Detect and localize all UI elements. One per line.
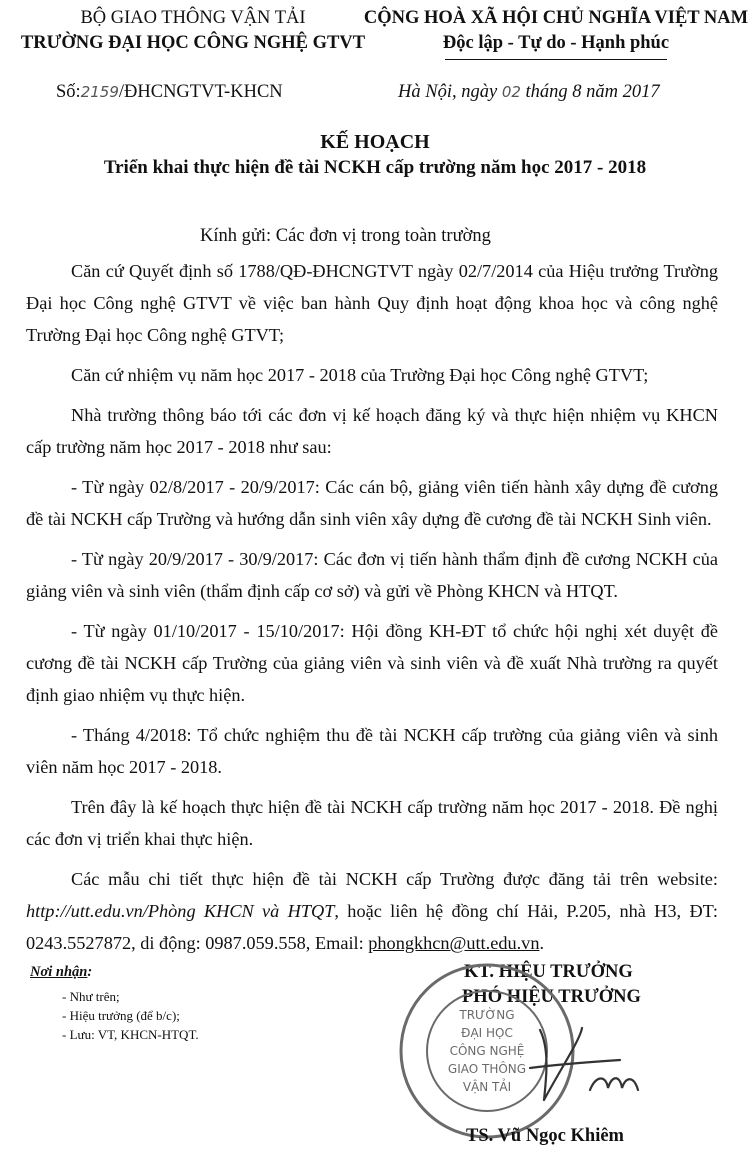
recipients-colon: : xyxy=(87,964,93,980)
paragraph-announcement: Nhà trường thông báo tới các đơn vị kế hoạch đăng ký và thực hiện nhiệm vụ KHCN cấp trường năm học 2017 - 2018 như sau: xyxy=(26,405,718,457)
recipient-item: - Hiệu trưởng (để b/c); xyxy=(62,1008,180,1023)
contact-end: . xyxy=(539,933,545,953)
school-name: TRƯỜNG ĐẠI HỌC CÔNG NGHỆ GTVT xyxy=(20,33,366,53)
doc-number-suffix: /ĐHCNGTVT-KHCN xyxy=(118,82,283,102)
paragraph-conclusion: Trên đây là kế hoạch thực hiện đề tài NCKH cấp trường năm học 2017 - 2018. Đề nghị các đơn vị triển khai thực hiện. xyxy=(26,797,718,849)
date-day-handwritten: 02 xyxy=(501,83,521,101)
document-date xyxy=(398,82,660,103)
paragraph-legal-basis: Căn cứ Quyết định số 1788/QĐ-ĐHCNGTVT ngày 02/7/2014 của Hiệu trưởng Trường Đại học Công nghệ GTVT về việc ban hành Quy định hoạt động khoa học và công nghệ Trường Đại học Công nghệ GTVT; xyxy=(26,261,718,345)
motto-underline xyxy=(445,59,667,60)
stamp-line-4: GIAO THÔNG xyxy=(447,1062,527,1076)
document-subtitle: Triển khai thực hiện đề tài NCKH cấp trường năm học 2017 - 2018 xyxy=(103,157,647,178)
signer-name: TS. Vũ Ngọc Khiêm xyxy=(466,1126,624,1146)
addressee: Kính gửi: Các đơn vị trong toàn trường xyxy=(200,226,491,246)
doc-number-prefix: Số: xyxy=(56,82,81,102)
paragraph-contact xyxy=(26,863,718,959)
stamp-line-1: TRƯỜNG xyxy=(459,1008,515,1022)
recipient-item: - Như trên; xyxy=(62,989,120,1004)
national-motto: Độc lập - Tự do - Hạnh phúc xyxy=(442,33,670,53)
paragraph-phase-1: - Từ ngày 02/8/2017 - 20/9/2017: Các cán bộ, giảng viên tiến hành xây dựng đề cương đề tài NCKH cấp Trường và hướng dẫn sinh viên xây dựng đề cương đề tài NCKH Sinh viên. xyxy=(26,477,718,529)
country-name: CỘNG HOÀ XÃ HỘI CHỦ NGHĨA VIỆT NAM xyxy=(363,8,749,28)
signature-title-1: KT. HIỆU TRƯỞNG xyxy=(464,962,633,982)
document-title: KẾ HOẠCH xyxy=(320,131,430,153)
document-number xyxy=(56,82,283,103)
email-link[interactable]: phongkhcn@utt.edu.vn xyxy=(368,933,540,953)
contact-lead: Các mẫu chi tiết thực hiện đề tài NCKH cấp Trường được đăng tải trên website: xyxy=(71,869,718,889)
recipients-label xyxy=(30,964,92,981)
recipients-title: Nơi nhận xyxy=(30,964,88,980)
handwritten-signature xyxy=(520,1020,650,1110)
date-suffix: tháng 8 năm 2017 xyxy=(525,82,660,102)
stamp-line-2: ĐẠI HỌC xyxy=(461,1026,513,1040)
recipient-item: - Lưu: VT, KHCN-HTQT. xyxy=(62,1027,199,1042)
paragraph-task-basis: Căn cứ nhiệm vụ năm học 2017 - 2018 của Trường Đại học Công nghệ GTVT; xyxy=(71,365,649,385)
document-body xyxy=(26,255,718,959)
paragraph-phase-4: - Tháng 4/2018: Tổ chức nghiệm thu đề tài NCKH cấp trường của giảng viên và sinh viên năm học 2017 - 2018. xyxy=(26,725,718,777)
contact-details: , hoặc liên hệ đồng chí Hải, P.205, nhà H3, ĐT: 0243.5527872, di động: 0987.059.558, Email: xyxy=(26,901,718,953)
signature-title-2: PHÓ HIỆU TRƯỞNG xyxy=(462,987,641,1007)
paragraph-phase-2: - Từ ngày 20/9/2017 - 30/9/2017: Các đơn vị tiến hành thẩm định đề cương NCKH của giảng viên và sinh viên (thẩm định cấp cơ sở) và gửi về Phòng KHCN và HTQT. xyxy=(26,549,718,601)
ministry-name: BỘ GIAO THÔNG VẬN TẢI xyxy=(80,8,306,28)
date-prefix: Hà Nội, ngày xyxy=(398,82,498,102)
stamp-line-3: CÔNG NGHỆ xyxy=(449,1044,525,1058)
doc-number-handwritten: 2159 xyxy=(80,83,119,101)
paragraph-phase-3: - Từ ngày 01/10/2017 - 15/10/2017: Hội đồng KH-ĐT tổ chức hội nghị xét duyệt đề cương đề tài NCKH cấp Trường của giảng viên và sinh viên và đề xuất Nhà trường ra quyết định giao nhiệm vụ thực hiện. xyxy=(26,621,718,705)
website-link[interactable]: http://utt.edu.vn/Phòng KHCN và HTQT xyxy=(26,901,335,921)
stamp-line-5: VẬN TẢI xyxy=(462,1080,512,1094)
